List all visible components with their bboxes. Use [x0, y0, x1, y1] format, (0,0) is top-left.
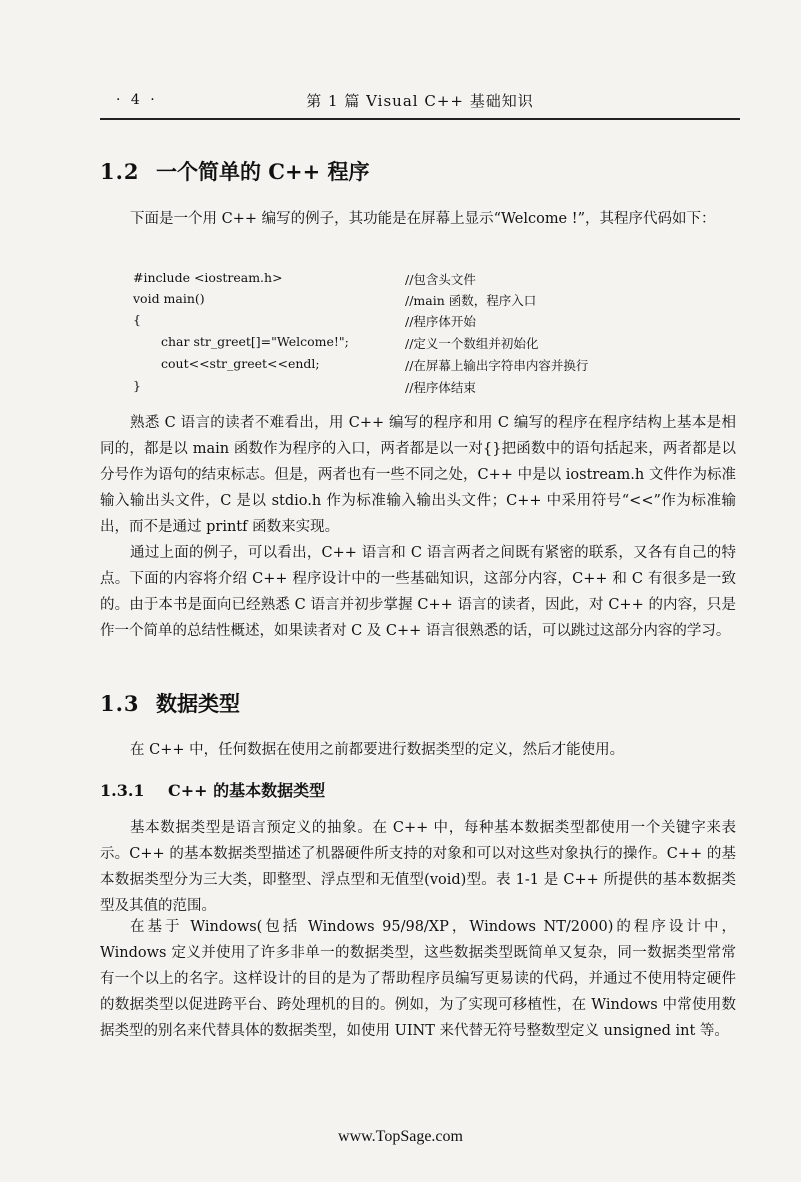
code-line: [133, 270, 733, 290]
subsection-number: 1.3.1: [100, 781, 145, 800]
section-heading-1-3: [100, 688, 240, 718]
header-rule: [100, 118, 740, 120]
code-comment: //main 函数，程序入口: [405, 293, 537, 308]
section-number: 1.3: [100, 691, 140, 716]
code-text: #include <iostream.h>: [133, 270, 283, 285]
section-heading-1-2: [100, 156, 370, 186]
intro-paragraph: 下面是一个用 C++ 编写的例子，其功能是在屏幕上显示“Welcome !”，其程序代码如下：: [130, 211, 716, 227]
section-title: 数据类型: [156, 691, 240, 716]
code-line: [133, 378, 733, 398]
subsection-heading-1-3-1: [100, 778, 325, 801]
code-text: cout<<str_greet<<endl;: [161, 356, 320, 371]
code-text: void main(): [133, 291, 205, 306]
code-line: [133, 334, 733, 354]
code-text: char str_greet[]="Welcome!";: [161, 334, 349, 349]
code-comment: //程序体结束: [405, 380, 476, 395]
code-comment: //包含头文件: [405, 272, 476, 287]
body-paragraph: 在基于 Windows(包括 Windows 95/98/XP，Windows NT/2000)的程序设计中，Windows 定义并使用了许多非单一的数据类型，这些数据类型既简单又复杂，同一数据类型常常有一个以上的名字。这样设计的目的是为了帮助程序员编写更易读的代码，并通过不使用特定硬件的数据类型以促进跨平台、跨处理机的目的。例如，为了实现可移植性，在 Windows 中常使用数据类型的别名来代替具体的数据类型，如使用 UINT 来代替无符号整数型定义 unsigned int 等。: [100, 919, 736, 1039]
code-line: [133, 312, 733, 332]
code-line: [133, 291, 733, 311]
body-paragraph: 通过上面的例子，可以看出，C++ 语言和 C 语言两者之间既有紧密的联系，又各有自己的特点。下面的内容将介绍 C++ 程序设计中的一些基础知识，这部分内容，C++ 和 C 有很多是一致的。由于本书是面向已经熟悉 C 语言并初步掌握 C++ 语言的读者，因此，对 C++ 的内容，只是作一个简单的总结性概述，如果读者对 C 及 C++ 语言很熟悉的话，可以跳过这部分内容的学习。: [100, 545, 736, 639]
code-line: [133, 356, 733, 376]
page-number: · 4 ·: [116, 92, 158, 108]
code-text: }: [133, 378, 141, 393]
code-text: {: [133, 312, 141, 327]
running-title: 第 1 篇 Visual C++ 基础知识: [306, 92, 534, 110]
running-header: [100, 84, 740, 118]
code-comment: //在屏幕上输出字符串内容并换行: [405, 358, 589, 373]
body-paragraph: 基本数据类型是语言预定义的抽象。在 C++ 中，每种基本数据类型都使用一个关键字来表示。C++ 的基本数据类型描述了机器硬件所支持的对象和可以对这些对象执行的操作。C++ 的基本数据类型分为三大类，即整型、浮点型和无值型(void)型。表 1-1 是 C++ 所提供的基本数据类型及其值的范围。: [100, 820, 736, 914]
footer-url: www.TopSage.com: [338, 1128, 463, 1145]
code-comment: //定义一个数组并初始化: [405, 336, 539, 351]
intro-paragraph: 在 C++ 中，任何数据在使用之前都要进行数据类型的定义，然后才能使用。: [130, 742, 625, 758]
subsection-title: C++ 的基本数据类型: [168, 781, 326, 800]
section-title: 一个简单的 C++ 程序: [156, 159, 370, 184]
code-comment: //程序体开始: [405, 314, 476, 329]
section-number: 1.2: [100, 159, 140, 184]
body-paragraph: 熟悉 C 语言的读者不难看出，用 C++ 编写的程序和用 C 编写的程序在程序结构上基本是相同的，都是以 main 函数作为程序的入口，两者都是以一对{}把函数中的语句括起来，两者都是以分号作为语句的结束标志。但是，两者也有一些不同之处，C++ 中是以 iostream.h 文件作为标准输入输出头文件，C 是以 stdio.h 作为标准输入输出头文件；C++ 中采用符号“<<”作为标准输出，而不是通过 printf 函数来实现。: [100, 415, 736, 535]
